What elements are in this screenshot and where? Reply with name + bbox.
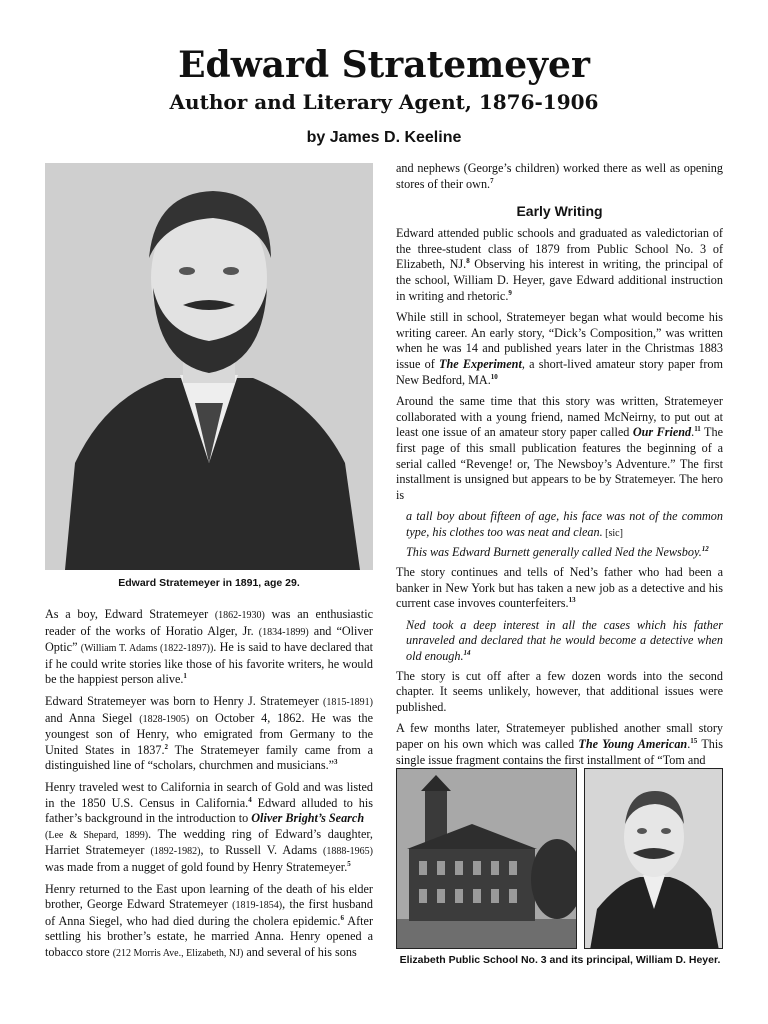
portrait-photo-stratemeyer xyxy=(45,163,373,570)
heyer-photo xyxy=(584,768,723,949)
school-photo xyxy=(396,768,577,949)
section-heading-early-writing: Early Writing xyxy=(516,203,603,220)
block-quote: Ned took a deep interest in all the cases which his father unraveled and declared that he would become a detective when old enough.$^{14}$ xyxy=(406,617,723,664)
footnote-ref: 2 xyxy=(164,742,169,751)
portrait-caption: Edward Stratemeyer in 1891, age 29. xyxy=(118,577,300,589)
paragraph-schooling: Edward attended public schools and graduated as valedictorian of the three-student class of 1879 from Public School No. 3 of Elizabeth, NJ.$^8$ Observing his interest in writing, the principal of the school, William D. Heyer, gave Edward additional instruction in writing and rhetoric.$^9$ xyxy=(396,226,723,303)
footnote-ref: 6 xyxy=(340,913,344,922)
footnote-ref: 10 xyxy=(490,372,498,381)
footnote-ref: 8 xyxy=(466,257,470,266)
portrait-illustration xyxy=(45,163,373,570)
paragraph-return-east: Henry returned to the East upon learning of the death of his elder brother, George Edward Stratemeyer (1819-1854), the first husband of Anna Siegel, who had died during the cholera epidemic.$^6$ After settling his brother’s estate, he married Anna. Henry opened a tobacco store (212 Morris Ave., Elizabeth, NJ) and several of his sons xyxy=(45,881,373,959)
paragraph-continued: and nephews (George’s children) worked there as well as opening stores of their own.$^7$ xyxy=(396,161,723,191)
footnote-ref: 14 xyxy=(463,648,471,657)
page-subtitle: Author and Literary Agent, 1876-1906 xyxy=(169,90,599,114)
paragraph-our-friend: Around the same time that this story was written, Stratemeyer collaborated with a young friend, named McNeirny, to put out at least one issue of an amateur story paper called Our Friend.$^{11}$ The first page of this small publication features the beginning of a serial called “Revenge! or, The Newsboy’s Adventure.” The first installment is unsigned but appears to be by Stratemeyer. The hero is xyxy=(396,394,723,502)
left-column xyxy=(45,607,373,967)
paragraph-california: Henry traveled west to California in search of Gold and was listed in the 1850 U.S. Census in California.$^4$ Edward alluded to his father’s background in the introduction to Oliver Bright’s Search (Lee & Shepard, 1899). The wedding ring of Edward’s daughter, Harriet Stratemeyer (1892-1982), to Russell V. Adams (1888-1965) was made from a nugget of gold found by Henry Stratemeyer.$^5$ xyxy=(45,779,373,874)
bottom-photos-caption: Elizabeth Public School No. 3 and its principal, William D. Heyer. xyxy=(399,954,721,966)
page-title: Edward Stratemeyer xyxy=(178,44,590,86)
paragraph-birth: Edward Stratemeyer was born to Henry J. Stratemeyer (1815-1891) and Anna Siegel (1828-1905) on October 4, 1862. He was the youngest son of Henry, who emigrated from Germany to the United States in 1837.$^2$ The Stratemeyer family came from a distinguished line of “scholars, churchmen and musicians.”$^3$ xyxy=(45,693,373,773)
paragraph-boyhood: As a boy, Edward Stratemeyer (1862-1930) was an enthusiastic reader of the works of Horatio Alger, Jr. (1834-1899) and “Oliver Optic” (William T. Adams (1822-1897)). He is said to have declared that if he could write stories like those of his favorite writers, he would be the happiest person alive.$^1$ xyxy=(45,607,373,687)
block-quote: This was Edward Burnett generally called Ned the Newsboy.$^{12}$ xyxy=(406,545,709,560)
right-column xyxy=(396,161,723,774)
paragraph-story-continues: The story continues and tells of Ned’s father who had been a banker in New York but has taken a new job as a detective and his current case invoves counterfeiters.$^{13}$ xyxy=(396,565,723,611)
footnote-ref: 13 xyxy=(568,596,576,605)
footnote-ref: 9 xyxy=(508,288,512,297)
footnote-ref: 3 xyxy=(334,758,338,767)
footnote-ref: 15 xyxy=(690,736,698,745)
paragraph-early-story: While still in school, Stratemeyer began what would become his writing career. An early story, “Dick’s Composition,” was written when he was 14 and published years later in the Christmas 1883 issue of The Experiment, a short-lived amateur story paper from New Bedford, MA.$^{10}$ xyxy=(396,310,724,387)
footnote-ref: 12 xyxy=(701,545,709,554)
footnote-ref: 7 xyxy=(490,176,494,185)
footnote-ref: 5 xyxy=(347,859,351,868)
paragraph-young-american: A few months later, Stratemeyer published another small story paper on his own which was called The Young American.$^{15}$ This single issue fragment contains the first installment of “Tom and xyxy=(396,721,723,767)
paragraph-cut-off: The story is cut off after a few dozen words into the second chapter. It seems unlikely, however, that additional issues were published. xyxy=(396,668,723,714)
school-building-illustration xyxy=(397,769,577,949)
byline: by James D. Keeline xyxy=(306,129,462,146)
footnote-ref: 4 xyxy=(248,795,252,804)
heyer-portrait-illustration xyxy=(585,769,723,949)
footnote-ref: 11 xyxy=(694,425,701,434)
block-quote: a tall boy about fifteen of age, his face was not of the common type, his clothes too was neat and clean. [sic] xyxy=(406,509,723,539)
footnote-ref: 1 xyxy=(183,672,187,681)
